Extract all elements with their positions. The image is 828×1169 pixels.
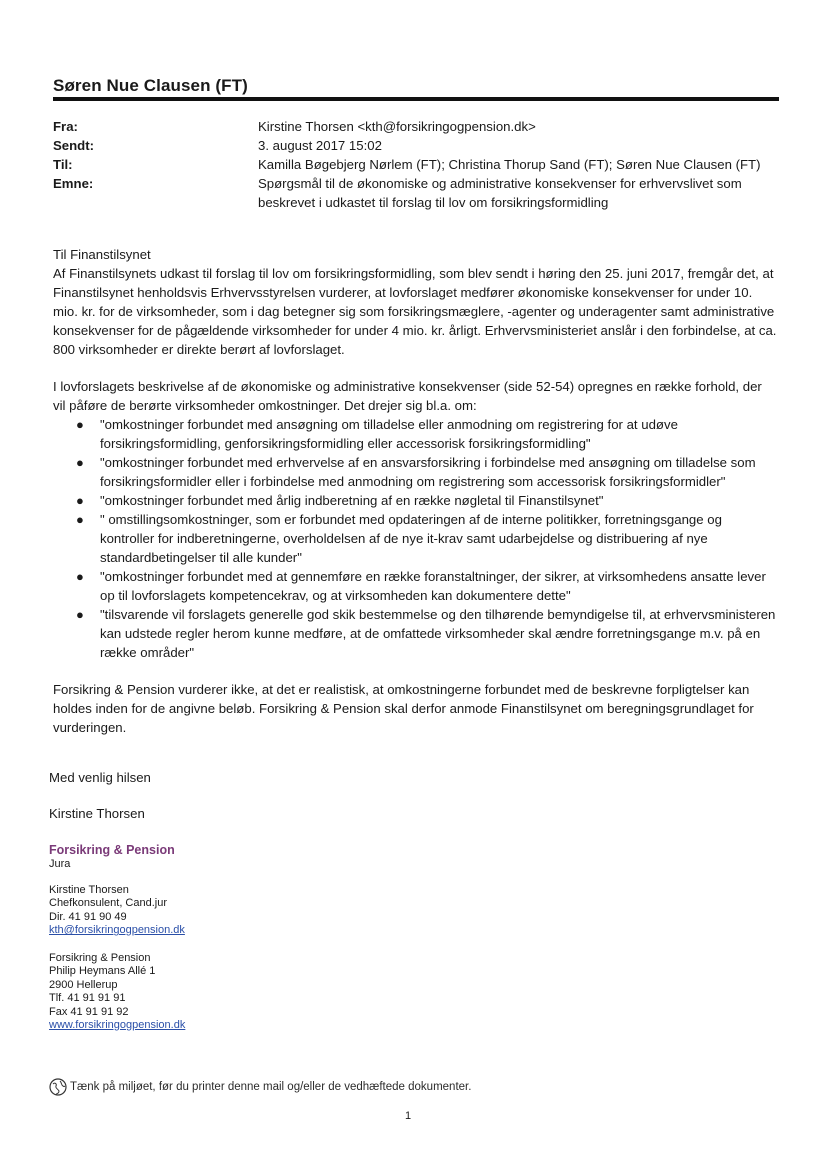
email-header — [53, 117, 783, 212]
list-item: ● " omstillingsomkostninger, som er forbundet med opdateringen af de interne politikker, forretningsgange og kontroller for indberetningerne, overholdelsen af de nye it-krav samt udarbejdelse og distribuering af nye standardbetingelser til alle kunder" — [76, 512, 722, 565]
address-org: Forsikring & Pension — [49, 952, 151, 964]
paragraph-1: Af Finanstilsynets udkast til forslag til lov om forsikringsformidling, som blev sendt i høring den 25. juni 2017, fremgår det, at Finanstilsynet henholdsvis Erhvervsstyrelsen vurderer, at lovforslaget medfører økonomiske konsekvenser for under 10. mio. kr. for de virksomheder, som i dag betegner sig som forsikringsmæglere, -agenter og underagenter samt administrative konsekvenser for de pågældende virksomheder for under 4 mio. kr. årligt. Erhvervsministeriet anslår i den forbindelse, at ca. 800 virksomheder er direkte berørt af lovforslaget. — [53, 266, 777, 357]
sent-row — [53, 136, 783, 155]
subject-value: Spørgsmål til de økonomiske og administrative konsekvenser for erhvervslivet som beskrevet i udkastet til forslag til lov om forsikringsformidling — [258, 176, 742, 210]
from-value: Kirstine Thorsen <kth@forsikringogpension.dk> — [258, 119, 536, 134]
bullet-icon: ● — [76, 512, 84, 527]
contact-email-link[interactable]: kth@forsikringogpension.dk — [49, 924, 185, 937]
signer-name: Kirstine Thorsen — [49, 806, 145, 821]
contact-name: Kirstine Thorsen — [49, 884, 129, 896]
mailbox-owner: Søren Nue Clausen (FT) — [53, 76, 248, 95]
paragraph-2: I lovforslagets beskrivelse af de økonomiske og administrative konsekvenser (side 52-54) opregnes en række forhold, der vil påføre de berørte virksomheder omkostninger. Det drejer sig bl.a. om: — [53, 379, 762, 413]
globe-icon — [49, 1078, 67, 1096]
sent-label: Sendt: — [53, 138, 95, 153]
address-city: 2900 Hellerup — [49, 978, 118, 991]
email-body — [53, 245, 777, 737]
closing: Med venlig hilsen — [49, 770, 151, 785]
page-number: 1 — [405, 1110, 412, 1122]
address-fax: Fax 41 91 91 92 — [49, 1005, 129, 1018]
contact-direct-phone: Dir. 41 91 90 49 — [49, 910, 127, 923]
address-block — [49, 952, 185, 1032]
to-value: Kamilla Bøgebjerg Nørlem (FT); Christina Thorup Sand (FT); Søren Nue Clausen (FT) — [258, 157, 761, 172]
bullet-icon: ● — [76, 417, 84, 432]
bullet-icon: ● — [76, 493, 84, 508]
subject-row — [53, 174, 783, 212]
contact-block — [49, 884, 185, 938]
to-label: Til: — [53, 157, 73, 172]
eco-note: Tænk på miljøet, før du printer denne mail og/eller de vedhæftede dokumenter. — [70, 1081, 472, 1093]
header-divider — [53, 97, 779, 101]
list-item: ● "omkostninger forbundet med årlig indberetning af en række nøgletal til Finanstilsynet" — [76, 493, 604, 508]
subject-label: Emne: — [53, 176, 94, 191]
department: Jura — [49, 858, 71, 870]
sent-value: 3. august 2017 15:02 — [258, 138, 382, 153]
paragraph-3: Forsikring & Pension vurderer ikke, at det er realistisk, at omkostningerne forbundet med de beskrevne forpligtelser kan holdes inden for de angivne beløb. Forsikring & Pension skal derfor anmode Finanstilsynet om beregningsgrundlaget for vurderingen. — [53, 682, 754, 735]
address-street: Philip Heymans Allé 1 — [49, 965, 156, 978]
bullet-icon: ● — [76, 455, 84, 470]
list-item: ● "omkostninger forbundet med erhvervelse af en ansvarsforsikring i forbindelse med ansøgning om tilladelse som forsikringsformidler eller i forbindelse med anmodning om registrering som accessorisk forsikringsformidler" — [76, 455, 756, 489]
list-item: ● "omkostninger forbundet med ansøgning om tilladelse eller anmodning om registrering for at udøve forsikringsformidling, genforsikringsformidling eller accessorisk forsikringsformidling" — [76, 417, 678, 451]
from-row — [53, 117, 783, 136]
address-phone: Tlf. 41 91 91 91 — [49, 992, 126, 1005]
eco-footer — [49, 1078, 471, 1096]
bullet-icon: ● — [76, 607, 84, 622]
contact-title: Chefkonsulent, Cand.jur — [49, 897, 168, 910]
org-name: Forsikring & Pension — [49, 843, 175, 857]
list-item: ● "tilsvarende vil forslagets generelle god skik bestemmelse og den tilhørende bemyndigelse til, at erhvervsministeren kan udstede regler herom kunne medføre, at de omfattede virksomheder skal ændre forretningsgange m.v. på en række områder" — [76, 607, 776, 660]
salutation: Til Finanstilsynet — [53, 247, 151, 262]
from-label: Fra: — [53, 119, 78, 134]
to-row — [53, 155, 783, 174]
list-item: ● "omkostninger forbundet med at gennemføre en række foranstaltninger, der sikrer, at virksomhedens ansatte lever op til lovforslagets kompetencekrav, og at virksomheden kan dokumentere dette" — [76, 569, 766, 603]
cost-list — [53, 415, 777, 662]
website-link[interactable]: www.forsikringogpension.dk — [49, 1019, 186, 1032]
bullet-icon: ● — [76, 569, 84, 584]
